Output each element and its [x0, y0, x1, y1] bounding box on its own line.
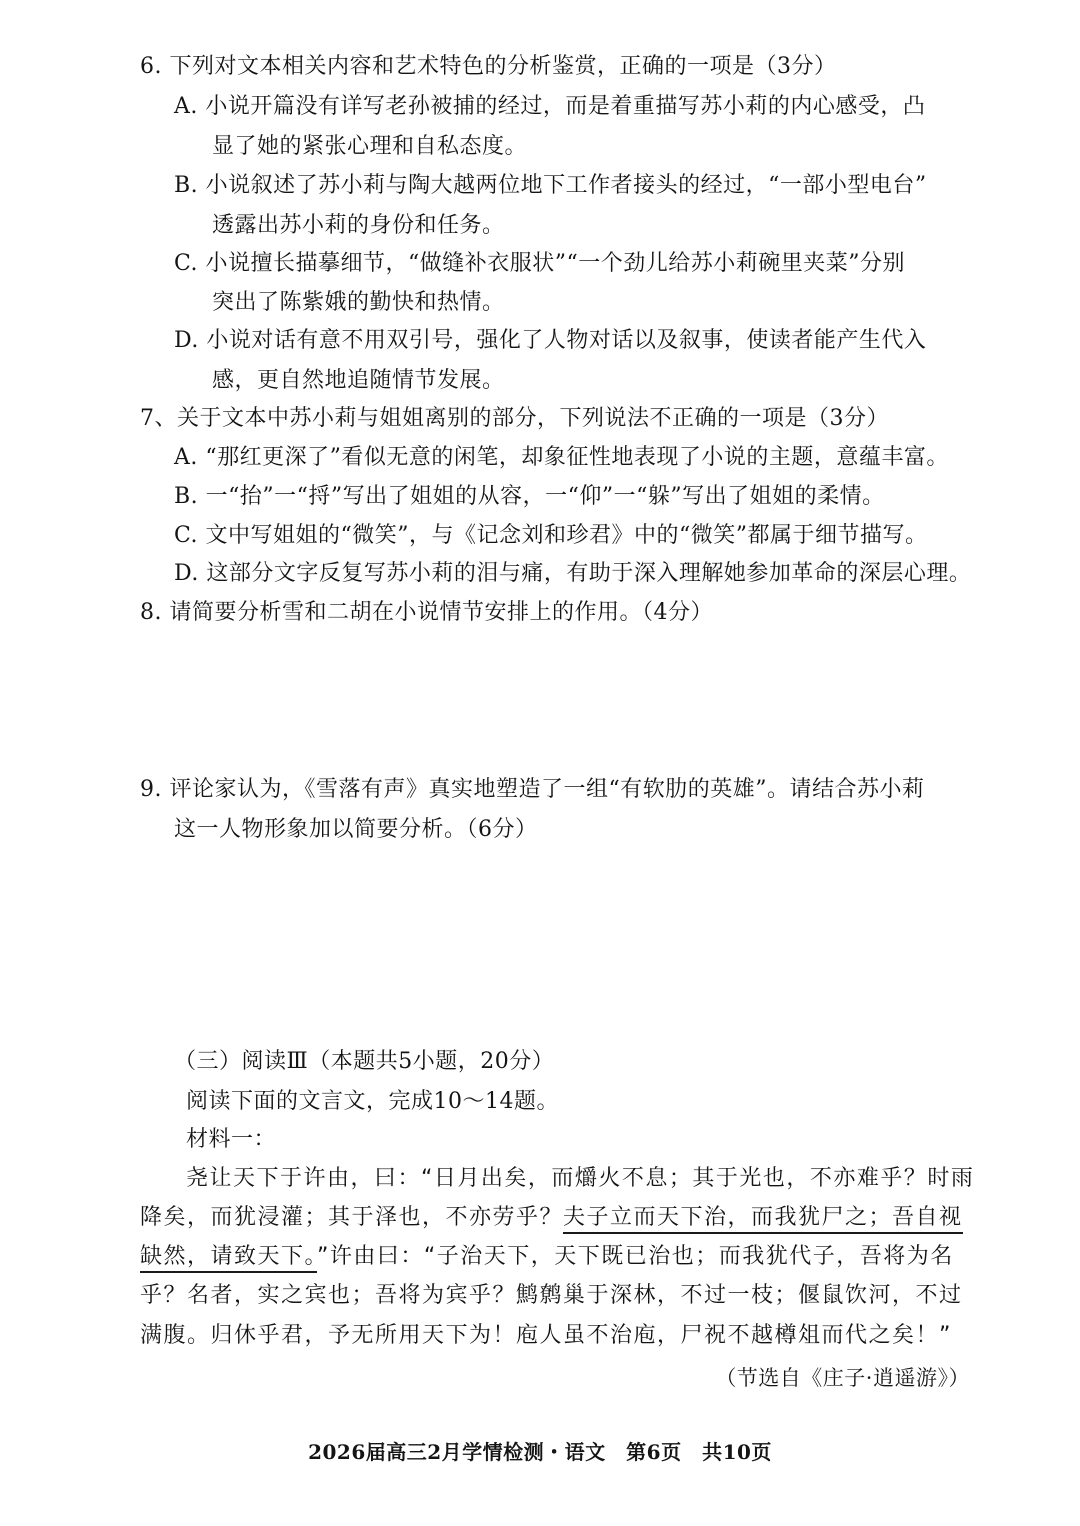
classical-text-line-1: 尧让天下于许由，曰：“日月出矣，而爝火不息；其于光也，不亦难乎？时雨: [186, 1166, 975, 1191]
question-8-stem: 8. 请简要分析雪和二胡在小说情节安排上的作用。（4分）: [140, 600, 713, 625]
question-6-option-a-cont: 显了她的紧张心理和自私态度。: [212, 134, 528, 159]
question-6-option-d-cont: 感，更自然地追随情节发展。: [212, 368, 505, 393]
question-9-stem: 9. 评论家认为，《雪落有声》真实地塑造了一组“有软肋的英雄”。请结合苏小莉: [140, 777, 925, 802]
question-7-option-b: B. 一“抬”一“捋”写出了姐姐的从容，一“仰”一“躲”写出了姐姐的柔情。: [174, 484, 885, 509]
source-citation: （节选自《庄子·逍遥游》）: [715, 1366, 970, 1390]
underlined-sentence-part-2: 缺然，请致天下。: [140, 1244, 317, 1273]
question-6-option-b-cont: 透露出苏小莉的身份和任务。: [212, 213, 505, 238]
classical-text-line-2a: 降矣，而犹浸灌；其于泽也，不亦劳乎？: [140, 1205, 564, 1230]
question-6-option-b: B. 小说叙述了苏小莉与陶大越两位地下工作者接头的经过，“一部小型电台”: [174, 173, 927, 198]
question-7-option-a: A. “那红更深了”看似无意的闲笔，却象征性地表现了小说的主题，意蕴丰富。: [174, 445, 949, 470]
question-6-stem: 6. 下列对文本相关内容和艺术特色的分析鉴赏，正确的一项是（3分）: [140, 54, 837, 79]
section-heading: （三）阅读Ⅲ（本题共5小题，20分）: [174, 1049, 555, 1074]
classical-text-line-3: [140, 1242, 954, 1272]
question-7-option-c: C. 文中写姐姐的“微笑”，与《记念刘和珍君》中的“微笑”都属于细节描写。: [174, 523, 928, 548]
question-9-stem-cont: 这一人物形象加以简要分析。（6分）: [174, 817, 538, 842]
question-6-option-a: A. 小说开篇没有详写老孙被捕的经过，而是着重描写苏小莉的内心感受，凸: [174, 94, 926, 119]
section-instruction: 阅读下面的文言文，完成10～14题。: [186, 1089, 559, 1114]
page-footer: 2026届高三2月学情检测・语文 第6页 共10页: [308, 1440, 772, 1464]
classical-text-line-2: [140, 1203, 963, 1233]
question-6-option-d: D. 小说对话有意不用双引号，强化了人物对话以及叙事，使读者能产生代入: [174, 328, 927, 353]
question-6-option-c-cont: 突出了陈紫娥的勤快和热情。: [212, 290, 505, 315]
underlined-sentence-part-1: 夫子立而天下治，而我犹尸之；吾自视: [563, 1205, 963, 1234]
classical-text-line-4: 乎？名者，实之宾也；吾将为宾乎？鹪鹩巢于深林，不过一枝；偃鼠饮河，不过: [140, 1283, 963, 1308]
classical-text-line-5: 满腹。归休乎君，予无所用天下为！庖人虽不治庖，尸祝不越樽俎而代之矣！”: [140, 1323, 952, 1348]
question-6-option-c: C. 小说擅长描摹细节，“做缝补衣服状”“一个劲儿给苏小莉碗里夹菜”分别: [174, 251, 906, 276]
material-label: 材料一：: [186, 1127, 277, 1152]
question-7-stem: 7、关于文本中苏小莉与姐姐离别的部分，下列说法不正确的一项是（3分）: [140, 406, 889, 431]
question-7-option-d: D. 这部分文字反复写苏小莉的泪与痛，有助于深入理解她参加革命的深层心理。: [174, 561, 972, 586]
classical-text-line-3b: ”许由曰：“子治天下，天下既已治也；而我犹代子，吾将为名: [317, 1244, 954, 1269]
